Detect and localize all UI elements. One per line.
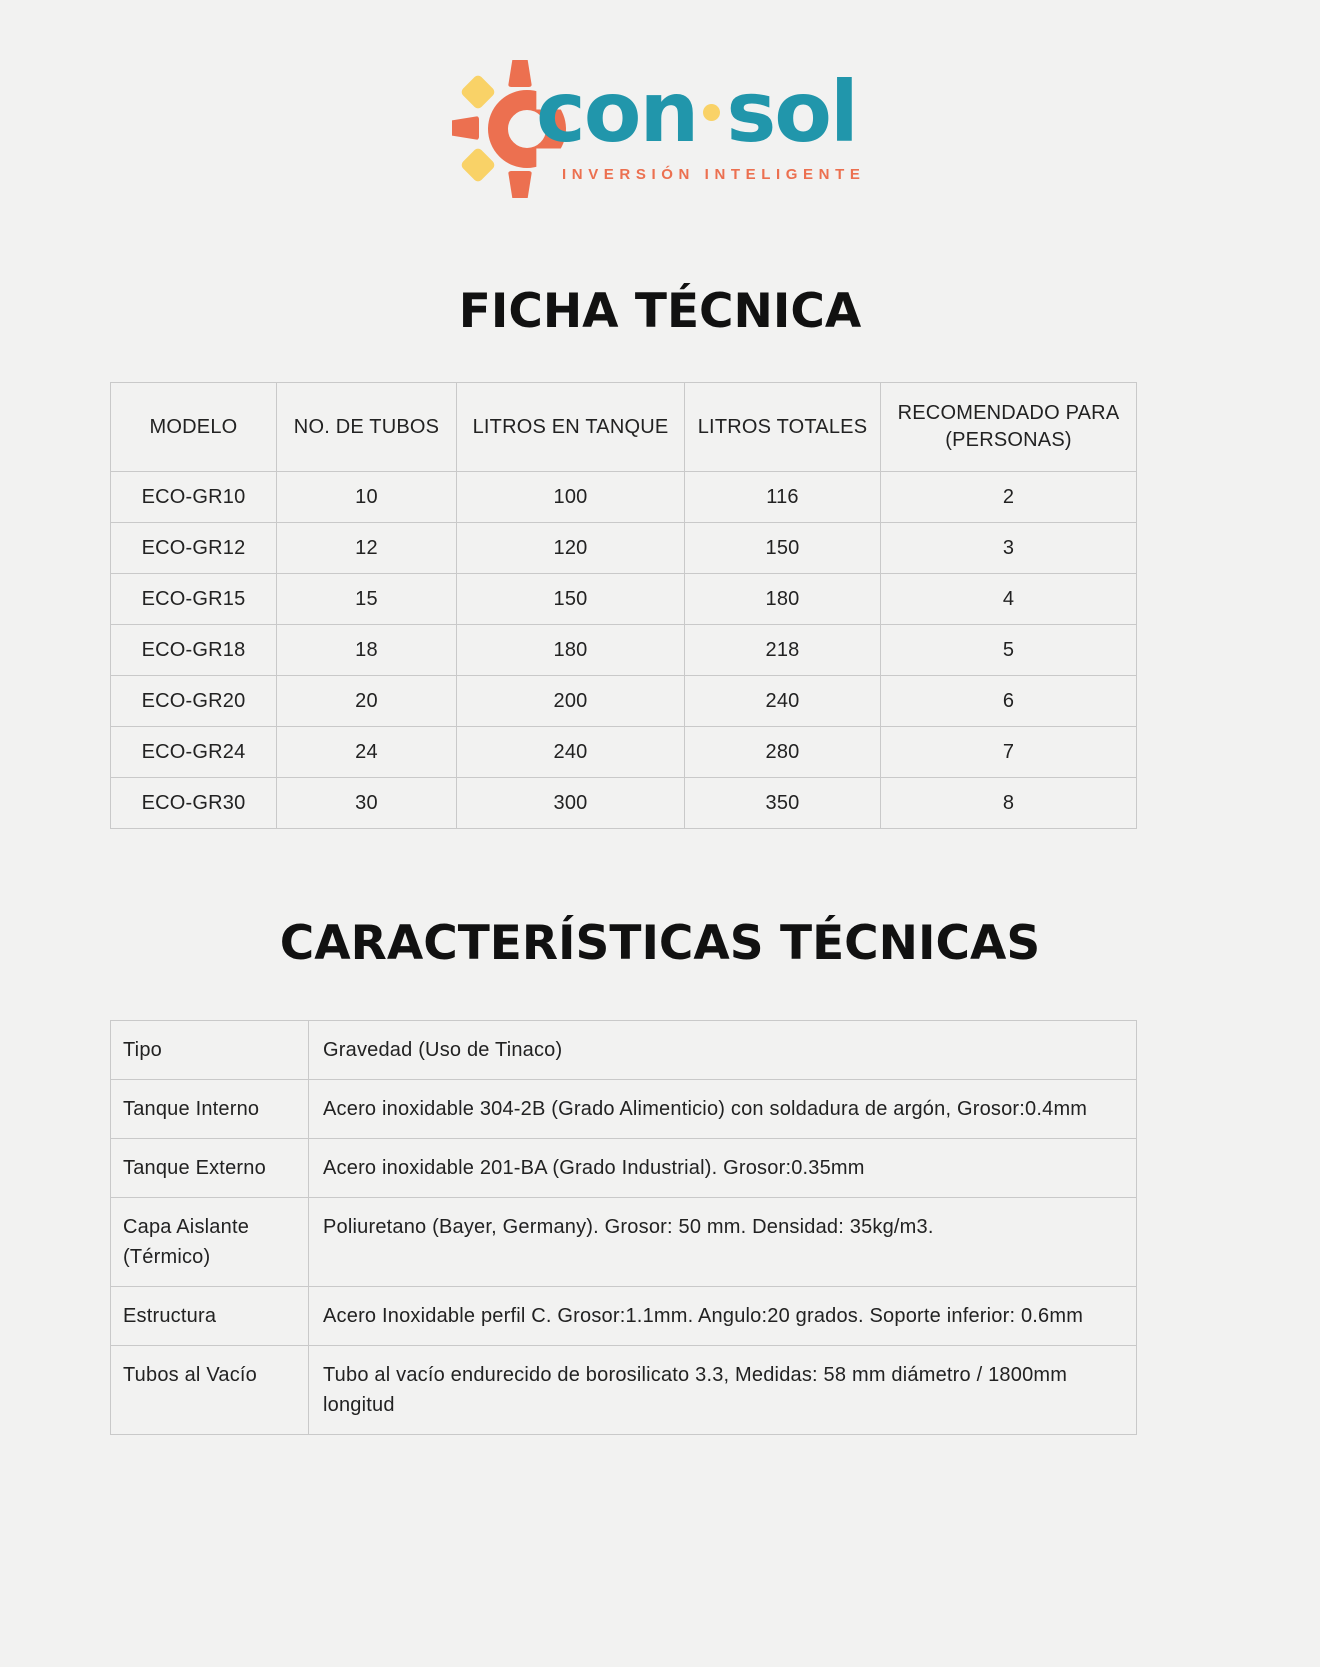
cell-litros-totales: 218 (685, 625, 881, 676)
sun-ray-diamond-top-left (460, 74, 497, 111)
row-label-tanque-externo: Tanque Externo (111, 1139, 309, 1198)
sun-ray-left (452, 116, 479, 140)
table-row (111, 625, 1137, 676)
cell-litros-totales: 116 (685, 472, 881, 523)
technical-characteristics-table (110, 1020, 1137, 1435)
cell-tubos: 15 (277, 574, 457, 625)
row-label-tanque-interno: Tanque Interno (111, 1080, 309, 1139)
row-value-tanque-interno: Acero inoxidable 304-2B (Grado Alimenticio) con soldadura de argón, Grosor:0.4mm (309, 1080, 1137, 1139)
cell-personas: 3 (881, 523, 1137, 574)
row-value-tipo: Gravedad (Uso de Tinaco) (309, 1021, 1137, 1080)
cell-personas: 5 (881, 625, 1137, 676)
page-title-ficha-tecnica: FICHA TÉCNICA (458, 284, 862, 339)
cell-modelo: ECO-GR12 (111, 523, 277, 574)
cell-litros-totales: 280 (685, 727, 881, 778)
table-row (111, 676, 1137, 727)
table-row (111, 1080, 1137, 1139)
page-title-caracteristicas-tecnicas: CARACTERÍSTICAS TÉCNICAS (279, 916, 1041, 971)
row-label-tipo: Tipo (111, 1021, 309, 1080)
table-row (111, 727, 1137, 778)
table-row (111, 574, 1137, 625)
sun-ray-diamond-bottom-left (460, 147, 497, 184)
cell-personas: 4 (881, 574, 1137, 625)
row-value-capa-aislante: Poliuretano (Bayer, Germany). Grosor: 50 mm. Densidad: 35kg/m3. (309, 1198, 1137, 1287)
cell-personas: 2 (881, 472, 1137, 523)
cell-personas: 6 (881, 676, 1137, 727)
row-label-estructura: Estructura (111, 1287, 309, 1346)
cell-litros-totales: 350 (685, 778, 881, 829)
cell-personas: 8 (881, 778, 1137, 829)
sun-ray-bottom (508, 171, 532, 198)
cell-tubos: 20 (277, 676, 457, 727)
cell-modelo: ECO-GR30 (111, 778, 277, 829)
cell-tubos: 12 (277, 523, 457, 574)
cell-tubos: 30 (277, 778, 457, 829)
cell-modelo: ECO-GR20 (111, 676, 277, 727)
cell-litros-totales: 180 (685, 574, 881, 625)
row-label-capa-aislante: Capa Aislante (Térmico) (111, 1198, 309, 1287)
row-label-tubos-al-vacio: Tubos al Vacío (111, 1346, 309, 1435)
brand-logo (0, 58, 1320, 203)
cell-litros-tanque: 300 (457, 778, 685, 829)
row-value-tanque-externo: Acero inoxidable 201-BA (Grado Industrial). Grosor:0.35mm (309, 1139, 1137, 1198)
table-row (111, 778, 1137, 829)
cell-tubos: 10 (277, 472, 457, 523)
table-row (111, 1198, 1137, 1287)
row-value-tubos-al-vacio: Tubo al vacío endurecido de borosilicato 3.3, Medidas: 58 mm diámetro / 1800mm longitud (309, 1346, 1137, 1435)
cell-litros-tanque: 150 (457, 574, 685, 625)
cell-litros-tanque: 240 (457, 727, 685, 778)
cell-litros-tanque: 180 (457, 625, 685, 676)
logo-wordmark (536, 63, 857, 161)
cell-litros-totales: 240 (685, 676, 881, 727)
specifications-table (110, 382, 1137, 829)
table-header-row (111, 383, 1137, 472)
cell-personas: 7 (881, 727, 1137, 778)
cell-modelo: ECO-GR24 (111, 727, 277, 778)
column-header-modelo: MODELO (111, 383, 277, 472)
logo-tagline: INVERSIÓN INTELIGENTE (562, 166, 866, 183)
cell-modelo: ECO-GR10 (111, 472, 277, 523)
cell-tubos: 24 (277, 727, 457, 778)
logo-dot-separator (703, 104, 720, 121)
cell-tubos: 18 (277, 625, 457, 676)
cell-litros-tanque: 100 (457, 472, 685, 523)
table-row (111, 1346, 1137, 1435)
table-row (111, 1139, 1137, 1198)
row-value-estructura: Acero Inoxidable perfil C. Grosor:1.1mm. Angulo:20 grados. Soporte inferior: 0.6mm (309, 1287, 1137, 1346)
table-row (111, 1021, 1137, 1080)
logo-word-sol: sol (726, 63, 857, 161)
table-row (111, 523, 1137, 574)
sun-ray-top (508, 60, 532, 87)
cell-modelo: ECO-GR18 (111, 625, 277, 676)
column-header-no-de-tubos: NO. DE TUBOS (277, 383, 457, 472)
column-header-recomendado-para-personas: RECOMENDADO PARA (PERSONAS) (881, 383, 1137, 472)
cell-modelo: ECO-GR15 (111, 574, 277, 625)
column-header-litros-en-tanque: LITROS EN TANQUE (457, 383, 685, 472)
table-row (111, 472, 1137, 523)
cell-litros-tanque: 120 (457, 523, 685, 574)
table-row (111, 1287, 1137, 1346)
cell-litros-tanque: 200 (457, 676, 685, 727)
column-header-litros-totales: LITROS TOTALES (685, 383, 881, 472)
cell-litros-totales: 150 (685, 523, 881, 574)
logo-word-con: con (536, 63, 698, 161)
